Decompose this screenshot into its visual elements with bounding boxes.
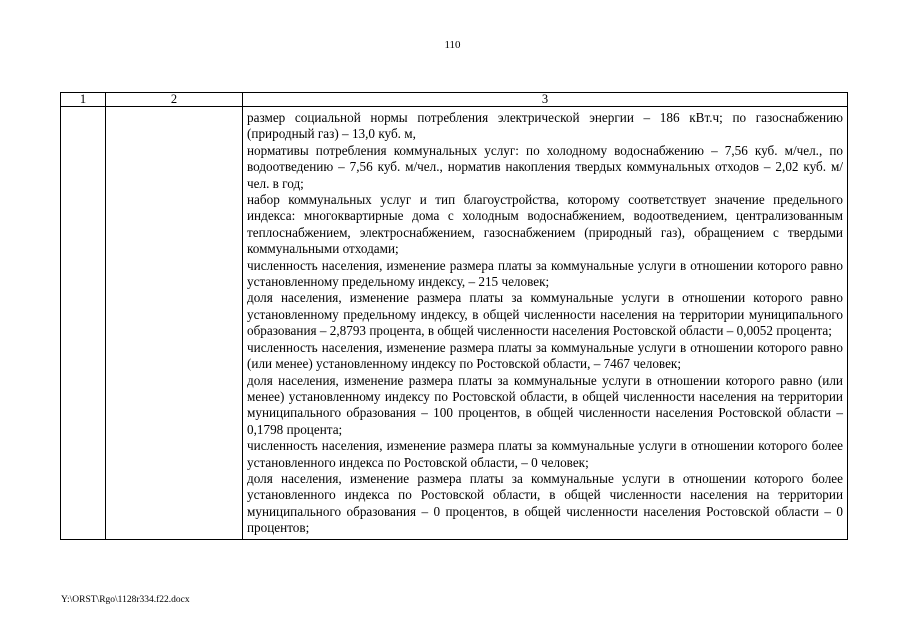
paragraph: размер социальной нормы потребления электрической энергии – 186 кВт.ч; по газоснабжению (природный газ) – 13,0 куб. м, — [247, 110, 843, 142]
paragraph: численность населения, изменение размера платы за коммунальные услуги в отношении которого равно установленному предельному индексу, – 215 человек; — [247, 257, 843, 290]
page-number: 110 — [444, 39, 461, 51]
paragraph: численность населения, изменение размера платы за коммунальные услуги в отношении которого более установленного индекса по Ростовской области, – 0 человек; — [247, 438, 843, 470]
document-table — [60, 92, 848, 540]
paragraph: доля населения, изменение размера платы за коммунальные услуги в отношении которого более установленного индекса по Ростовской области, в общей численности населения на территории муниципального образования – 0 процентов, в общей численности населения Ростовской области – 0 процентов; — [247, 470, 843, 536]
column-header-2: 2 — [106, 93, 243, 107]
cell-col-1 — [61, 107, 106, 540]
column-header-3: 3 — [243, 93, 848, 107]
paragraph: численность населения, изменение размера платы за коммунальные услуги в отношении которого равно (или менее) установленному индексу по Ростовской области, – 7467 человек; — [247, 339, 843, 372]
table-row — [61, 107, 848, 540]
cell-text-block — [243, 107, 847, 539]
paragraph: доля населения, изменение размера платы за коммунальные услуги в отношении которого равно установленному предельному индексу, в общей численности населения на территории муниципального образования – 2,8793 процента, в общей численности населения Ростовской области – 0,0052 процента; — [247, 290, 843, 339]
cell-col-3 — [243, 107, 848, 540]
table-header-row — [61, 93, 848, 107]
column-header-1: 1 — [61, 93, 106, 107]
paragraph: нормативы потребления коммунальных услуг: по холодному водоснабжению – 7,56 куб. м/чел., по водоотведению – 7,56 куб. м/чел., норматив накопления твердых коммунальных отходов – 2,02 куб. м/чел. в год; — [247, 142, 843, 191]
footer-file-path: Y:\ORST\Rgo\1128r334.f22.docx — [61, 595, 190, 605]
cell-col-2 — [106, 107, 243, 540]
paragraph: доля населения, изменение размера платы за коммунальные услуги в отношении которого равно (или менее) установленному индексу по Ростовской области, в общей численности населения на территории муниципального образования – 100 процентов, в общей численности населения Ростовской области – 0,1798 процента; — [247, 372, 843, 437]
paragraph: набор коммунальных услуг и тип благоустройства, которому соответствует значение предельного индекса: многоквартирные дома с холодным водоснабжением, водоотведением, централизованным теплоснабжением, электроснабжением, газоснабжением (природный газ), обращением с твердыми коммунальными отходами; — [247, 192, 843, 257]
